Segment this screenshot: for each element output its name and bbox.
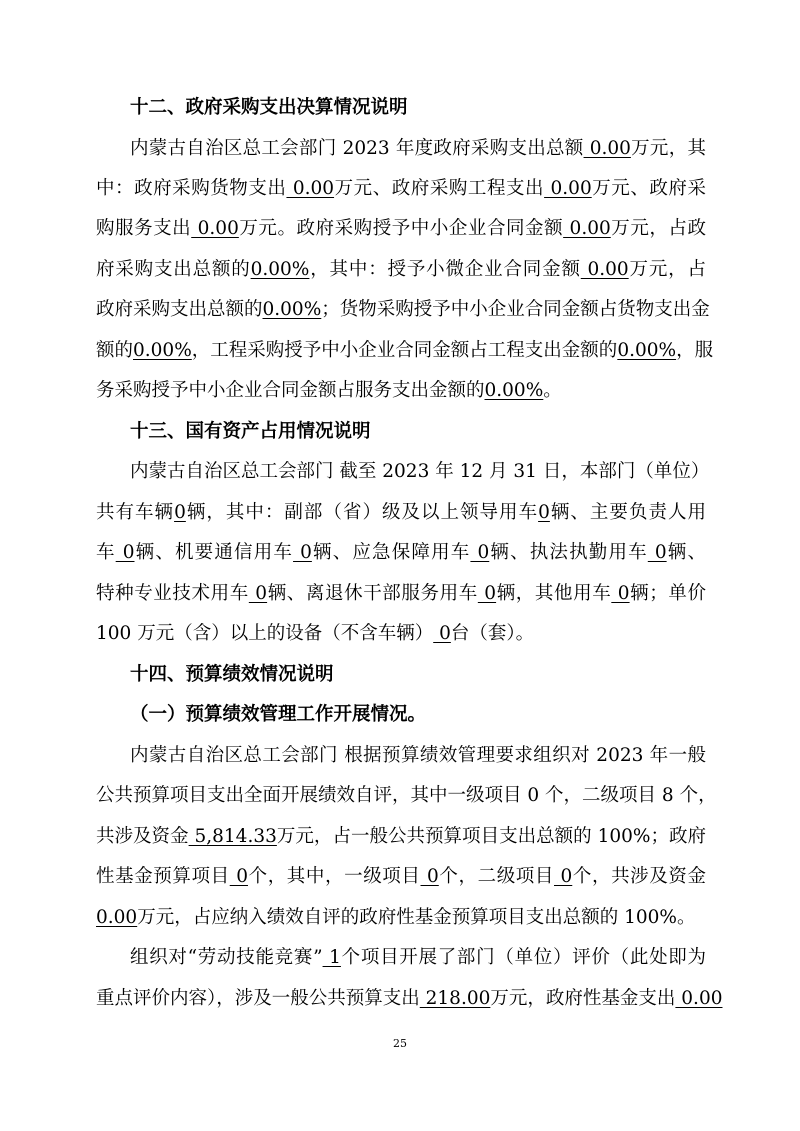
text-run: ，工程采购授予中小企业合同金额占工程支出金额的 [191,340,618,361]
text-run: 万元、政府采购工程支出 [334,178,545,199]
underlined-value: 0.00 [583,138,631,159]
paragraph-line [130,460,710,484]
text-run: 辆、机要通信用车 [134,542,294,563]
underlined-value: 0.00 [96,907,138,928]
text-run: 辆，其他用车 [496,583,612,604]
underlined-value: 0.00 [286,178,335,199]
paragraph-line [96,258,706,282]
text-run: ，服 [676,340,714,361]
underlined-value: 0 [647,542,667,563]
underlined-value: 0 [554,866,573,887]
underlined-value: 0 [248,583,268,604]
paragraph-line [96,865,706,889]
paragraph-line [130,946,706,970]
text-run: 内蒙古自治区总工会部门 2023 年度政府采购支出总额 [130,138,584,159]
text-run: 个项目开展了部门（单位）评价（此处即为 [340,947,706,968]
underlined-value: 0.00 [563,218,611,239]
underlined-value: 0 [229,866,248,887]
paragraph-line [96,784,717,808]
text-run: 万元，占 [628,259,706,280]
text-run: 个，其中，一级项目 [247,866,421,887]
text-run: 内蒙古自治区总工会部门 截至 2023 年 12 月 31 日，本部门（单位） [130,461,710,482]
text-run: 十二、政府采购支出决算情况说明 [130,97,408,118]
text-run: 。 [543,380,562,401]
text-run: 共涉及资金 [96,826,189,847]
text-run: 务采购授予中小企业合同金额占服务支出金额的 [96,380,485,401]
underlined-value: 0.00 [544,178,592,199]
underlined-value: 0.00% [250,259,310,280]
paragraph-line [96,501,706,525]
text-run: 辆、应急保障用车 [311,542,471,563]
text-run: 个，共涉及资金 [572,866,706,887]
text-run: 万元，占一般公共预算项目支出总额的 100%；政府 [276,826,706,847]
text-run: 性基金预算项目 [96,866,230,887]
text-run: 万元。政府采购授予中小企业合同金额 [238,218,564,239]
text-run: 共有车辆 [96,502,175,523]
paragraph-line [96,379,706,403]
text-run: 万元，占应纳入绩效自评的政府性基金预算项目支出总额的 100%。 [137,907,696,928]
text-run: 辆、执法执勤用车 [489,542,648,563]
paragraph-line [96,217,706,241]
page-number: 25 [393,1037,407,1050]
paragraph-line [96,622,706,646]
underlined-value: 0.00% [484,380,544,401]
text-run: 辆、 [666,542,706,563]
text-run: 公共预算项目支出全面开展绩效自评，其中一级项目 0 个，二级项目 8 个， [96,785,717,806]
text-run: 万元，占政 [610,218,706,239]
text-run: 中：政府采购货物支出 [96,178,287,199]
text-run: 购服务支出 [96,218,192,239]
paragraph-line [96,582,706,606]
text-run: 府采购支出总额的 [96,259,251,280]
section-heading-line [130,96,706,120]
paragraph-line [96,298,710,322]
text-run: 100 万元（含）以上的设备（不含车辆） [96,623,434,644]
underlined-value: 0.00% [617,340,677,361]
text-run: 万元，政府性基金支出 [490,988,676,1009]
underlined-value: 0.00 [191,218,239,239]
text-run: 个，二级项目 [438,866,554,887]
text-run: （一）预算绩效管理工作开展情况。 [130,704,427,725]
paragraph-line [130,137,706,161]
underlined-value: 218.00 [419,988,491,1009]
underlined-value: 0.00% [262,299,322,320]
paragraph-line [96,177,706,201]
underlined-value: 0 [420,866,439,887]
text-run: 组织对“劳动技能竞赛” [130,947,323,968]
underlined-value: 0 [470,542,490,563]
text-run: 重点评价内容），涉及一般公共预算支出 [96,988,420,1009]
text-run: 万元、政府采 [591,178,706,199]
text-run: 特种专业技术用车 [96,583,249,604]
underlined-value: 0 [115,542,135,563]
text-run: 政府采购支出总额的 [96,299,263,320]
underlined-value: 0 [538,502,550,523]
text-run: 台（套）。 [450,623,535,644]
text-run: 万元，其 [630,138,706,159]
paragraph-line [96,987,723,1011]
underlined-value: 5,814.33 [188,826,277,847]
text-run: 辆、离退休干部服务用车 [267,583,478,604]
paragraph-line [130,744,706,768]
underlined-value: 0 [611,583,630,604]
text-run: 辆、主要负责人用 [549,502,706,523]
underlined-value: 0 [433,623,451,644]
section-heading-line [130,703,706,727]
section-heading-line [130,663,706,687]
paragraph-line [96,825,706,849]
text-run: ，其中：授予小微企业合同金额 [309,259,581,280]
underlined-value: 0.00 [675,988,723,1009]
paragraph-line [96,906,706,930]
text-run: 车 [96,542,116,563]
text-run: 额的 [96,340,134,361]
underlined-value: 0 [293,542,312,563]
text-run: 辆，其中：副部（省）级及以上领导用车 [185,502,539,523]
underlined-value: 0.00 [580,259,629,280]
text-run: 十三、国有资产占用情况说明 [130,421,371,442]
text-run: 内蒙古自治区总工会部门 根据预算绩效管理要求组织对 2023 年一般 [130,745,706,766]
paragraph-line [96,541,706,565]
text-run: ；货物采购授予中小企业合同金额占货物支出金 [321,299,710,320]
text-run: 十四、预算绩效情况说明 [130,664,334,685]
underlined-value: 0 [477,583,497,604]
underlined-value: 0 [174,502,186,523]
underlined-value: 1 [322,947,341,968]
text-run: 辆；单价 [629,583,706,604]
section-heading-line [130,420,706,444]
underlined-value: 0.00% [133,340,192,361]
paragraph-line [96,339,714,363]
